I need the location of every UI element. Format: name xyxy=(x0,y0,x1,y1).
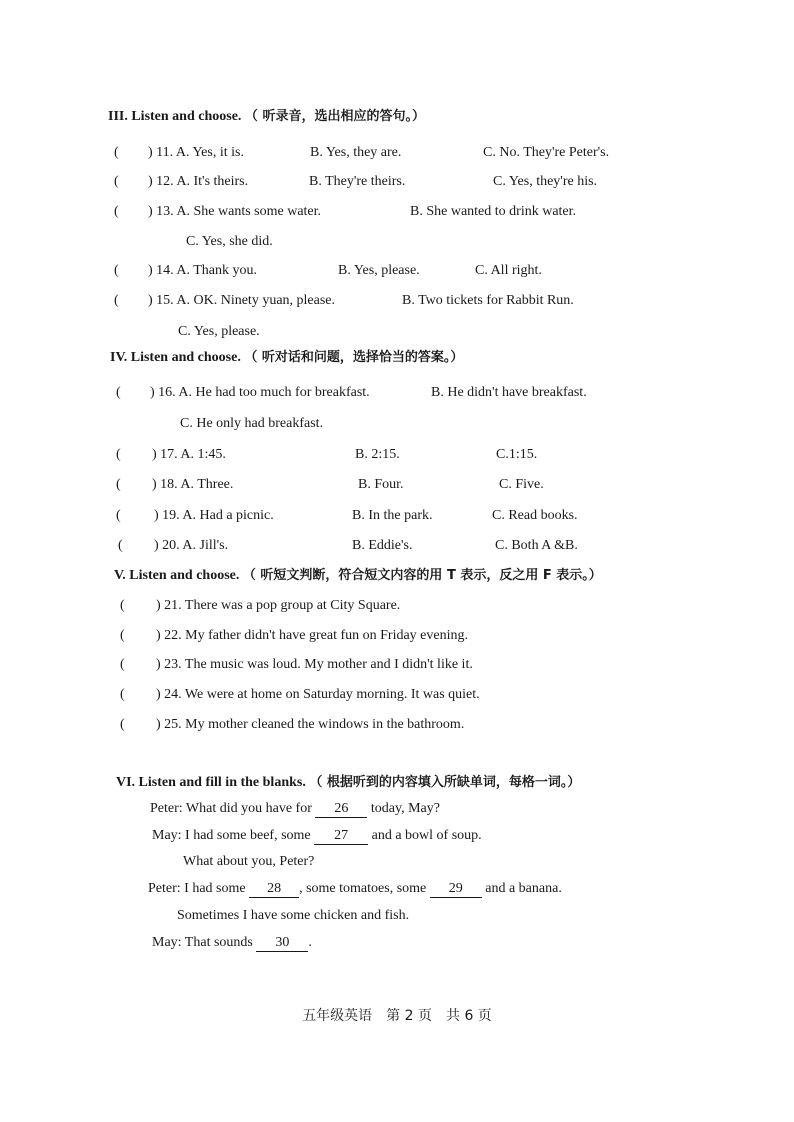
page-footer: 五年级英语 第 2 页 共 6 页 xyxy=(302,1008,492,1024)
dialogue-text: and a bowl of soup. xyxy=(371,828,482,843)
question-14-option-a: ) 14. A. Thank you. xyxy=(148,263,258,278)
statement-24-text: ) 24. We were at home on Saturday morning. It was quiet. xyxy=(156,687,480,702)
answer-bracket: ( xyxy=(116,447,121,462)
question-19-option-a: ) 19. A. Had a picnic. xyxy=(154,508,274,523)
dialogue-line-2 xyxy=(152,827,482,845)
section-v-heading xyxy=(114,567,602,585)
section-iv-instruction: （ 听对话和问题，选择恰当的答案。） xyxy=(244,350,464,365)
dialogue-line-6 xyxy=(152,934,312,952)
statement-25 xyxy=(120,716,465,734)
question-19-option-c: C. Read books. xyxy=(492,508,578,523)
question-11-option-a: ) 11. A. Yes, it is. xyxy=(148,145,244,160)
dialogue-text: May: I had some beef, some xyxy=(152,828,311,843)
dialogue-text: . xyxy=(308,935,312,950)
answer-bracket: ( xyxy=(118,538,123,553)
dialogue-text: Peter: What did you have for xyxy=(150,801,312,816)
question-15 xyxy=(114,292,574,310)
answer-bracket: ( xyxy=(114,263,119,278)
question-11-option-b: B. Yes, they are. xyxy=(310,145,402,160)
answer-bracket: ( xyxy=(120,717,125,732)
dialogue-text: Peter: I had some xyxy=(148,881,246,896)
question-17-option-c: C.1:15. xyxy=(496,447,538,462)
answer-bracket: ( xyxy=(120,657,125,672)
question-20-option-c: C. Both A &B. xyxy=(495,538,578,553)
dialogue-text: and a banana. xyxy=(485,881,562,896)
question-18-option-b: B. Four. xyxy=(358,477,404,492)
section-vi-heading xyxy=(116,774,580,792)
dialogue-text: , some tomatoes, some xyxy=(299,881,427,896)
question-15-option-c: C. Yes, please. xyxy=(178,324,260,339)
answer-bracket: ( xyxy=(120,687,125,702)
answer-bracket: ( xyxy=(120,628,125,643)
question-14-option-c: C. All right. xyxy=(475,263,542,278)
question-15-option-b: B. Two tickets for Rabbit Run. xyxy=(402,293,574,308)
question-16-option-c: C. He only had breakfast. xyxy=(180,416,324,431)
section-iii-instruction: （ 听录音，选出相应的答句。） xyxy=(244,109,425,124)
question-13-option-b: B. She wanted to drink water. xyxy=(410,204,577,219)
question-15-option-a: ) 15. A. OK. Ninety yuan, please. xyxy=(148,293,336,308)
question-12-option-a: ) 12. A. It's theirs. xyxy=(148,174,249,189)
question-20-option-a: ) 20. A. Jill's. xyxy=(154,538,229,553)
question-11-option-c: C. No. They're Peter's. xyxy=(483,145,610,160)
section-iv-heading xyxy=(110,349,463,367)
dialogue-text: today, May? xyxy=(370,801,440,816)
question-11 xyxy=(114,144,610,162)
statement-22-text: ) 22. My father didn't have great fun on Friday evening. xyxy=(156,628,468,643)
answer-bracket: ( xyxy=(114,145,119,160)
question-16-option-b: B. He didn't have breakfast. xyxy=(431,385,587,400)
section-vi-instruction: （ 根据听到的内容填入所缺单词，每格一词。） xyxy=(309,775,581,790)
question-19 xyxy=(116,507,578,525)
question-20 xyxy=(118,537,578,555)
question-20-option-b: B. Eddie's. xyxy=(352,538,413,553)
dialogue-line-4 xyxy=(148,880,562,898)
question-14 xyxy=(114,262,542,280)
blank-29[interactable]: 29 xyxy=(430,881,482,898)
answer-bracket: ( xyxy=(116,385,121,400)
answer-bracket: ( xyxy=(114,293,119,308)
answer-bracket: ( xyxy=(114,204,119,219)
statement-24 xyxy=(120,686,480,704)
section-iv-title: IV. Listen and choose. xyxy=(110,350,241,365)
question-18 xyxy=(116,476,544,494)
question-12-option-c: C. Yes, they're his. xyxy=(493,174,598,189)
blank-28[interactable]: 28 xyxy=(249,881,299,898)
statement-22 xyxy=(120,627,468,645)
statement-23 xyxy=(120,656,473,674)
question-19-option-b: B. In the park. xyxy=(352,508,433,523)
question-12-option-b: B. They're theirs. xyxy=(309,174,406,189)
dialogue-line-3: What about you, Peter? xyxy=(183,854,315,869)
blank-27[interactable]: 27 xyxy=(314,828,368,845)
section-vi-title: VI. Listen and fill in the blanks. xyxy=(116,775,306,790)
question-16-option-a: ) 16. A. He had too much for breakfast. xyxy=(150,385,370,400)
statement-21 xyxy=(120,597,401,615)
blank-26[interactable]: 26 xyxy=(315,801,367,818)
answer-bracket: ( xyxy=(116,508,121,523)
dialogue-line-5: Sometimes I have some chicken and fish. xyxy=(177,908,410,923)
answer-bracket: ( xyxy=(120,598,125,613)
question-16 xyxy=(116,384,587,402)
question-13-option-a: ) 13. A. She wants some water. xyxy=(148,204,322,219)
question-12 xyxy=(114,173,598,191)
blank-30[interactable]: 30 xyxy=(256,935,308,952)
question-17 xyxy=(116,446,538,464)
section-v-title: V. Listen and choose. xyxy=(114,568,240,583)
question-13 xyxy=(114,203,577,221)
question-18-option-c: C. Five. xyxy=(499,477,544,492)
question-13-option-c: C. Yes, she did. xyxy=(186,234,273,249)
question-14-option-b: B. Yes, please. xyxy=(338,263,420,278)
answer-bracket: ( xyxy=(116,477,121,492)
dialogue-text: May: That sounds xyxy=(152,935,253,950)
question-17-option-b: B. 2:15. xyxy=(355,447,400,462)
question-18-option-a: ) 18. A. Three. xyxy=(152,477,234,492)
statement-25-text: ) 25. My mother cleaned the windows in the bathroom. xyxy=(156,717,465,732)
statement-23-text: ) 23. The music was loud. My mother and I didn't like it. xyxy=(156,657,473,672)
answer-bracket: ( xyxy=(114,174,119,189)
section-v-instruction: （ 听短文判断，符合短文内容的用 T 表示，反之用 F 表示。） xyxy=(242,568,602,583)
statement-21-text: ) 21. There was a pop group at City Square. xyxy=(156,598,401,613)
dialogue-line-1 xyxy=(150,800,440,818)
section-iii-heading xyxy=(108,108,425,126)
question-17-option-a: ) 17. A. 1:45. xyxy=(152,447,226,462)
section-iii-title: III. Listen and choose. xyxy=(108,109,242,124)
